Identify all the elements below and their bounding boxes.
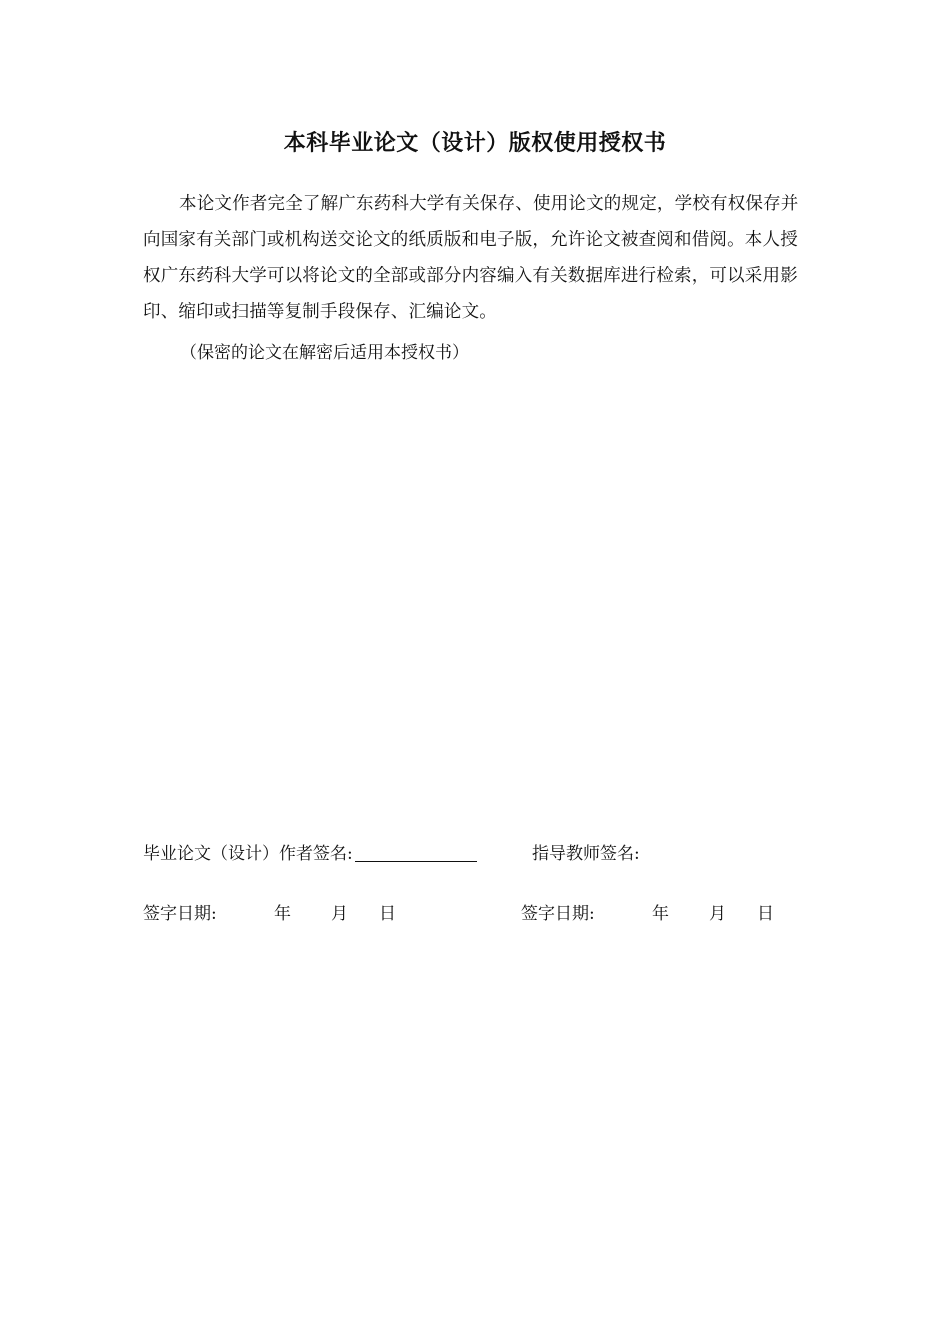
author-signature-row	[143, 840, 477, 868]
author-signature-label: 毕业论文（设计）作者签名:	[143, 844, 353, 864]
advisor-date-day: 日	[757, 904, 774, 924]
author-date-year: 年	[274, 904, 291, 924]
statement-paragraph: 本论文作者完全了解广东药科大学有关保存、使用论文的规定，学校有权保存并向国家有关部门或机构送交论文的纸质版和电子版，允许论文被查阅和借阅。本人授权广东药科大学可以将论文的全部或部分内容编入有关数据库进行检索，可以采用影印、缩印或扫描等复制手段保存、汇编论文。	[143, 194, 799, 322]
advisor-date-year: 年	[652, 904, 669, 924]
author-signature-line[interactable]	[355, 843, 477, 862]
author-date-label: 签字日期:	[143, 904, 217, 924]
author-date-day: 日	[379, 904, 396, 924]
authorization-statement	[143, 186, 808, 330]
advisor-signature-label: 指导教师签名:	[532, 844, 640, 864]
advisor-date-month: 月	[709, 904, 726, 924]
advisor-date-label: 签字日期:	[521, 904, 595, 924]
advisor-signature-row	[532, 840, 640, 868]
author-date-month: 月	[331, 904, 348, 924]
document-title: 本科毕业论文（设计）版权使用授权书	[283, 131, 667, 156]
confidential-note: （保密的论文在解密后适用本授权书）	[180, 343, 469, 363]
